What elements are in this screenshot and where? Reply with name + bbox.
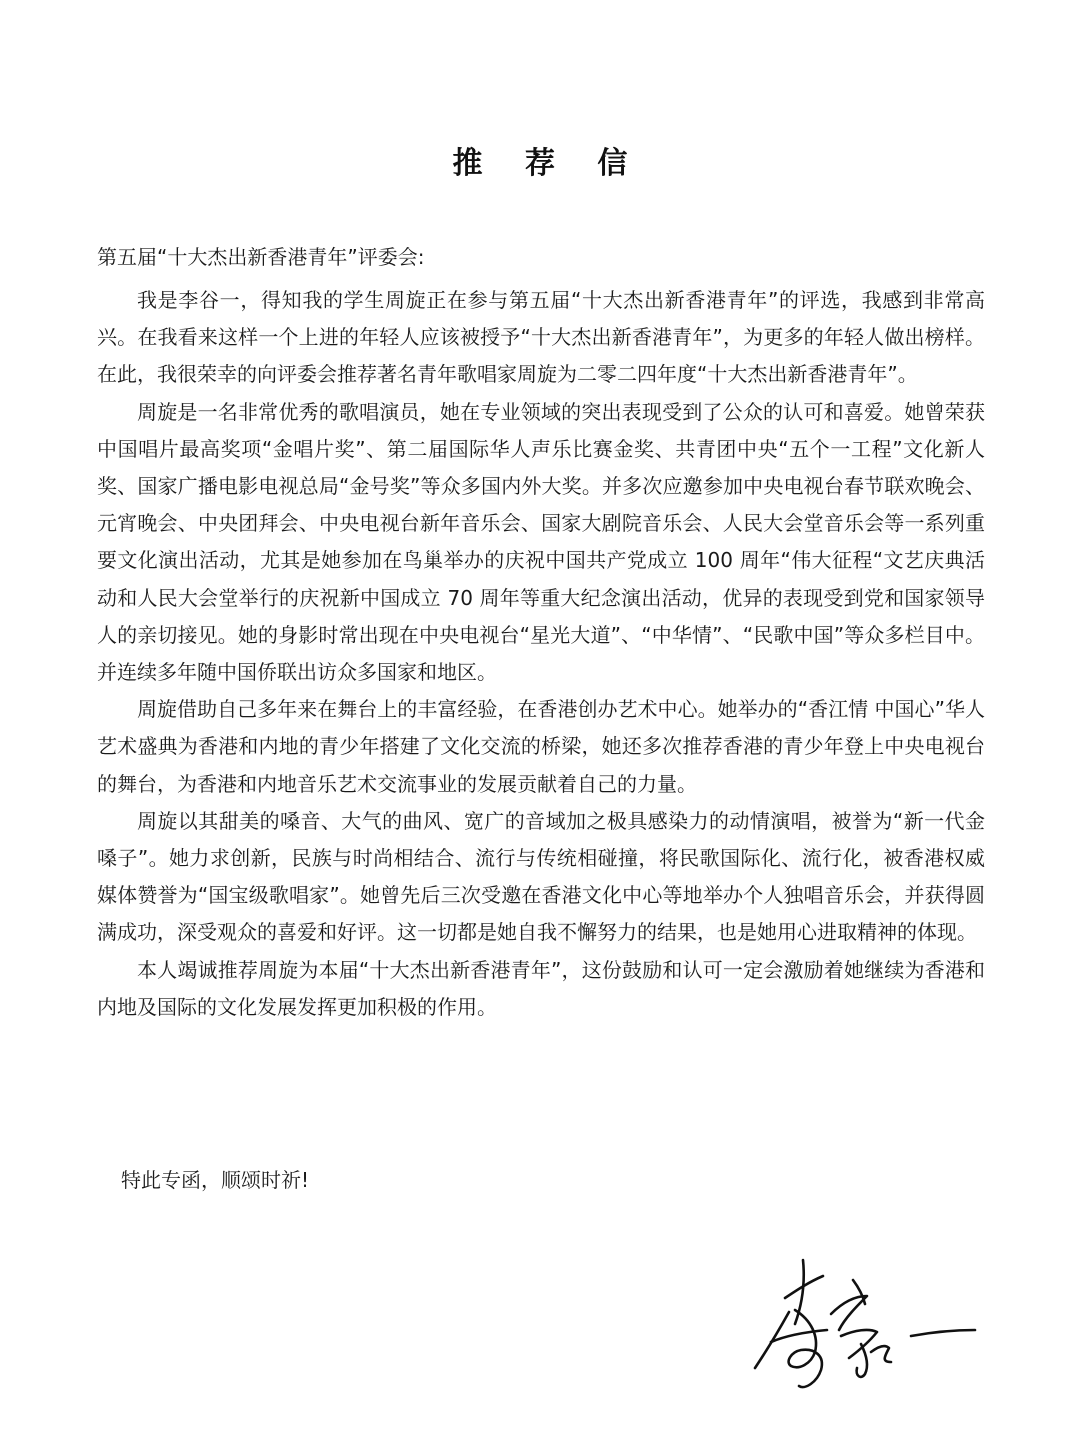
salutation: 第五届“十大杰出新香港青年”评委会: (97, 245, 425, 269)
paragraph-voice: 周旋以其甜美的嗓音、大气的曲风、宽广的音域加之极具感染力的动情演唱，被誉为“新一代金嗓子”。她力求创新，民族与时尚相结合、流行与传统相碰撞，将民歌国际化、流行化，被香港权威媒体赞誉为“国宝级歌唱家”。她曾先后三次受邀在香港文化中心等地举办个人独唱音乐会，并获得圆满成功，深受观众的喜爱和好评。这一切都是她自我不懈努力的结果，也是她用心进取精神的体现。 (97, 808, 985, 945)
paragraph-recommendation: 本人竭诚推荐周旋为本届“十大杰出新香港青年”，这份鼓励和认可一定会激励着她继续为香港和内地及国际的文化发展发挥更加积极的作用。 (97, 957, 985, 1019)
paragraph-art-center: 周旋借助自己多年来在舞台上的丰富经验，在香港创办艺术中心。她举办的“香江情 中国心”华人艺术盛典为香港和内地的青少年搭建了文化交流的桥梁，她还多次推荐香港的青少年登上中央电视台的舞台，为香港和内地音乐艺术交流事业的发展贡献着自己的力量。 (97, 697, 985, 796)
letter-body (97, 282, 985, 1026)
paragraph-intro: 我是李谷一，得知我的学生周旋正在参与第五届“十大杰出新香港青年”的评选，我感到非常高兴。在我看来这样一个上进的年轻人应该被授予“十大杰出新香港青年”，为更多的年轻人做出榜样。在此，我很荣幸的向评委会推荐著名青年歌唱家周旋为二零二四年度“十大杰出新香港青年”。 (97, 288, 985, 387)
handwritten-signature (745, 1240, 985, 1410)
closing-line: 特此专函，顺颂时祈! (121, 1168, 310, 1192)
letter-title: 推 荐 信 (452, 146, 644, 181)
paragraph-achievements: 周旋是一名非常优秀的歌唱演员，她在专业领域的突出表现受到了公众的认可和喜爱。她曾荣获中国唱片最高奖项“金唱片奖”、第二届国际华人声乐比赛金奖、共青团中央“五个一工程”文化新人奖、国家广播电影电视总局“金号奖”等众多国内外大奖。并多次应邀参加中央电视台春节联欢晚会、元宵晚会、中央团拜会、中央电视台新年音乐会、国家大剧院音乐会、人民大会堂音乐会等一系列重要文化演出活动，尤其是她参加在鸟巢举办的庆祝中国共产党成立 100 周年“伟大征程“文艺庆典活动和人民大会堂举行的庆祝新中国成立 70 周年等重大纪念演出活动，优异的表现受到党和国家领导人的亲切接见。她的身影时常出现在中央电视台“星光大道”、“中华情”、“民歌中国”等众多栏目中。并连续多年随中国侨联出访众多国家和地区。 (97, 399, 985, 685)
